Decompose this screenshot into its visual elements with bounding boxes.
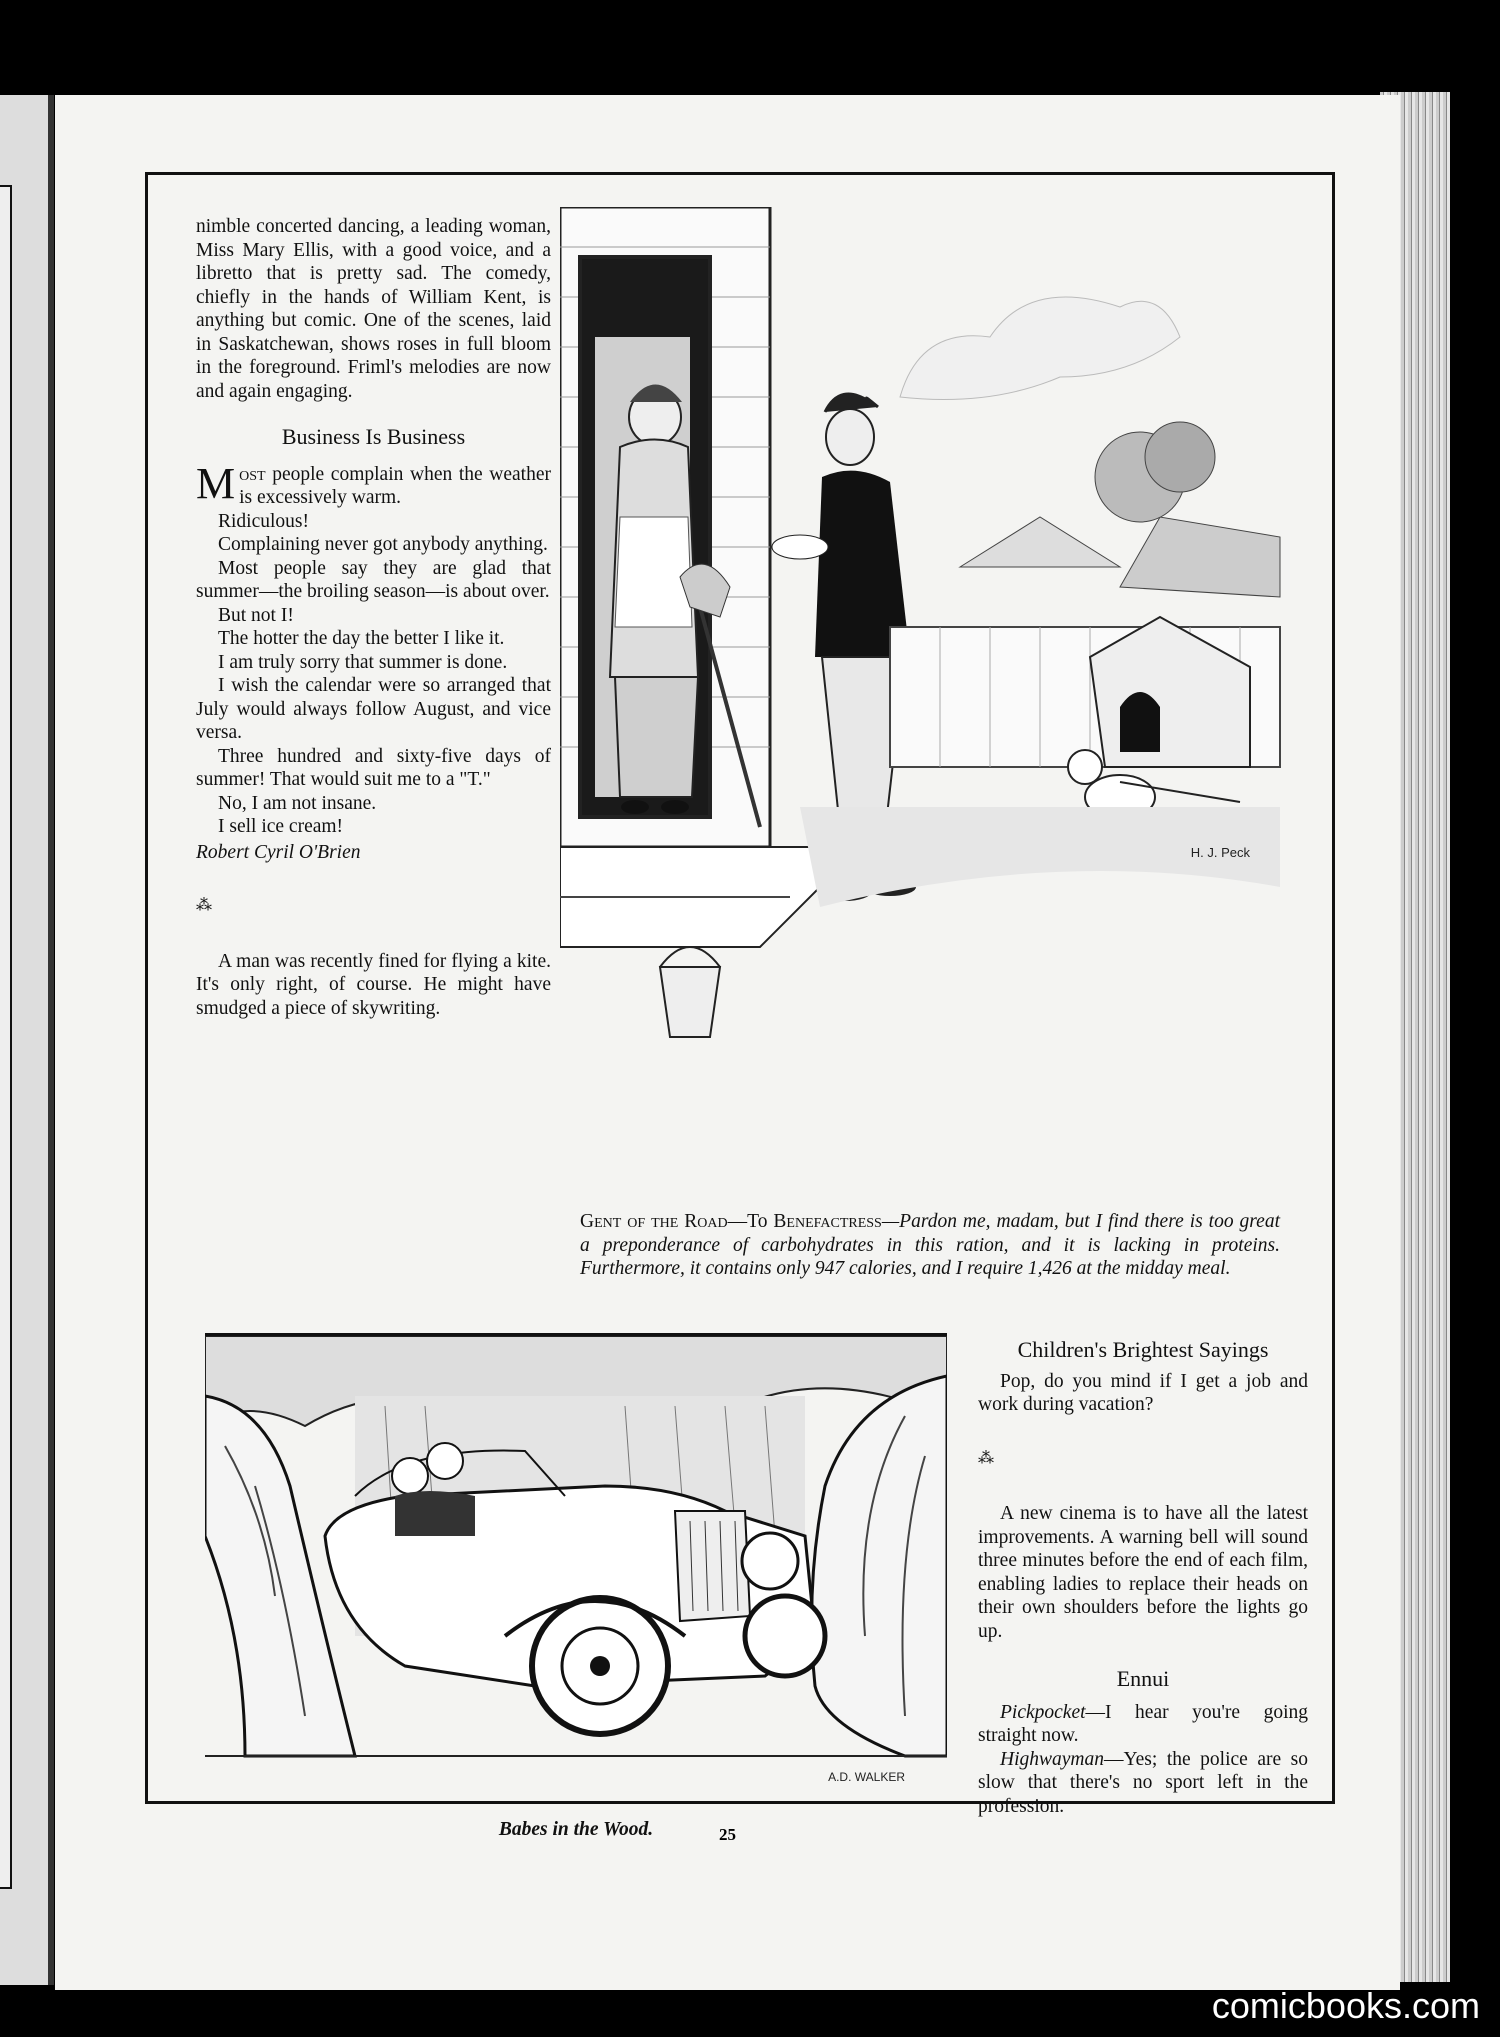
- kite-paragraph: A man was recently fined for flying a kite. It's only right, of course. He might have smudged a piece of skywriting.: [196, 950, 551, 1019]
- author-signature: Robert Cyril O'Brien: [196, 841, 361, 863]
- drop-cap: M: [196, 458, 236, 508]
- bottom-illustration-caption: Babes in the Wood.: [498, 1819, 654, 1840]
- business-line: I am truly sorry that summer is done.: [218, 651, 508, 673]
- review-paragraph: nimble concerted dancing, a leading woman, Miss Mary Ellis, with a good voice, and a libretto that is pretty sad. The comedy, chiefly in the hands of William Kent, is anything but comic. One of the scenes, laid in Saskatchewan, shows roses in full bloom in the foreground. Friml's melodies are now and again engaging.: [196, 216, 551, 402]
- ennui-line: Highwayman—Yes; the police are so slow that there's no sport left in the profession.: [978, 1748, 1308, 1817]
- business-heading: Business Is Business: [281, 424, 466, 449]
- business-line: Complaining never got anybody anything.: [218, 534, 548, 555]
- car-in-woods-drawing: [205, 1336, 947, 1796]
- business-line: I wish the calendar were so arranged that July would always follow August, and vice versa.: [196, 675, 551, 743]
- left-facing-page: [0, 95, 54, 1985]
- ennui-heading: Ennui: [1116, 1666, 1170, 1691]
- business-line: Three hundred and sixty-five days of summer! That would suit me to a "T.": [196, 745, 551, 790]
- business-line: But not I!: [218, 604, 294, 626]
- business-line: I sell ice cream!: [218, 816, 344, 837]
- magazine-page: [55, 95, 1400, 1990]
- cartoon-drawing: [560, 207, 1300, 1067]
- dingbat-divider: ⁂: [196, 897, 214, 914]
- right-column: [978, 1338, 1308, 1818]
- top-illustration-caption: Gent of the Road—To Benefactress—Pardon me, madam, but I find there is too great a preponderance of carbohydrates in this ration, and it is lacking in proteins. Furthermore, it contains only 947 calories, and I require 1,426 at the midday meal.: [580, 1211, 1280, 1279]
- illustrator-signature: H. J. Peck: [1190, 845, 1250, 860]
- business-line: The hotter the day the better I like it.: [218, 628, 505, 649]
- business-first-paragraph: Most people complain when the weather is excessively warm.: [196, 458, 551, 508]
- childrens-text: Pop, do you mind if I get a job and work during vacation?: [978, 1370, 1308, 1415]
- bottom-illustration: [205, 1333, 947, 1796]
- top-illustration: [560, 207, 1300, 1067]
- childrens-heading: Children's Brightest Sayings: [1017, 1337, 1269, 1362]
- ennui-line: Pickpocket—I hear you're going straight now.: [978, 1701, 1308, 1746]
- business-line: Most people say they are glad that summer—the broiling season—is about over.: [196, 557, 551, 602]
- page-number: 25: [719, 1825, 736, 1844]
- business-line: Ridiculous!: [218, 510, 309, 532]
- cinema-paragraph: A new cinema is to have all the latest improvements. A warning bell will sound three minutes before the end of each film, enabling ladies to replace their heads on their own shoulders before the lights go up.: [978, 1503, 1308, 1642]
- business-line: No, I am not insane.: [218, 792, 377, 814]
- left-column: [196, 215, 551, 1020]
- illustrator-signature: A.D. WALKER: [828, 1770, 905, 1784]
- dingbat-divider: ⁂: [978, 1449, 996, 1467]
- watermark: comicbooks.com: [1211, 1985, 1480, 2026]
